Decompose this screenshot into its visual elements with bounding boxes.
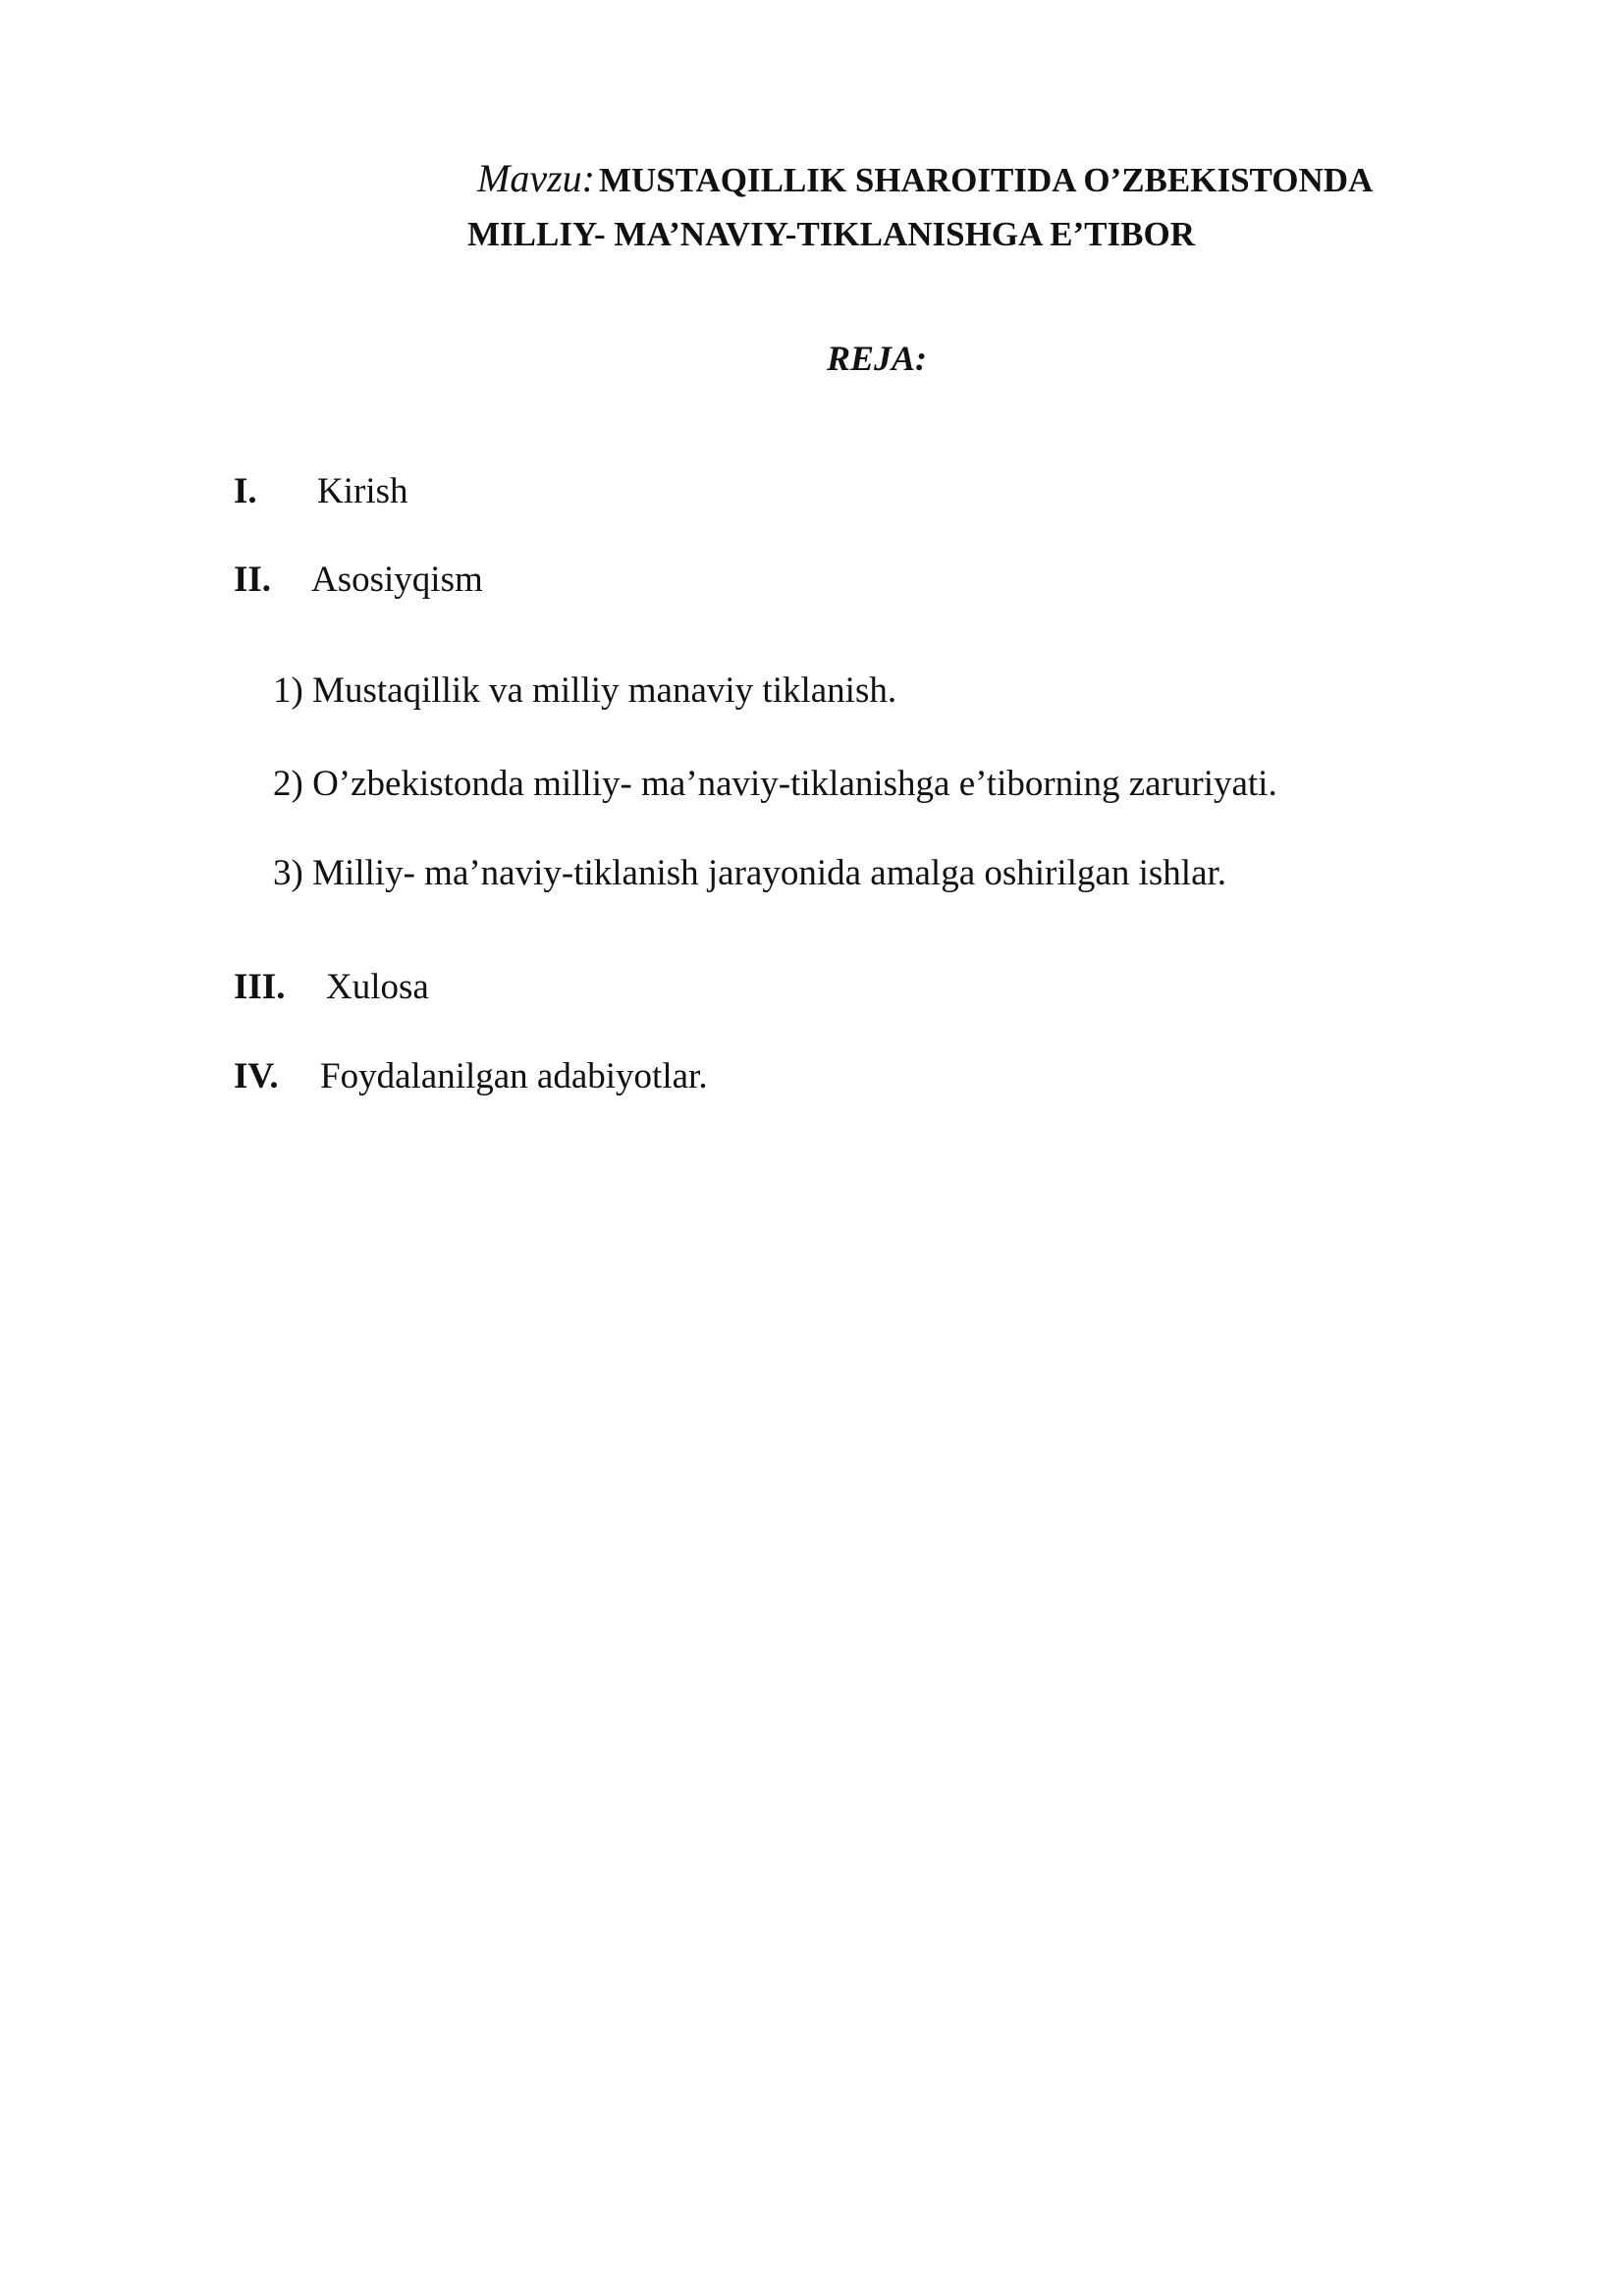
plan-subsection-1: 1) Mustaqillik va milliy manaviy tiklanish. [273,670,897,711]
plan-subsection-3: 3) Milliy- ma’naviy-tiklanish jarayonida amalga oshirilgan ishlar. [273,853,1227,893]
section-text: Foydalanilgan adabiyotlar. [320,1056,708,1096]
topic-title-line-1: MUSTAQILLIK SHAROITIDA O’ZBEKISTONDA [598,161,1374,199]
plan-heading: REJA: [826,339,928,378]
section-text: Kirish [317,471,408,511]
topic-line-1 [467,155,1547,211]
plan-subsection-2: 2) O’zbekistonda milliy- ma’naviy-tiklanishga e’tiborning zaruriyati. [273,764,1277,804]
section-numeral: III. [234,967,286,1007]
section-numeral: I. [234,471,257,511]
section-numeral: II. [234,560,272,600]
section-text: Asosiyqism [311,560,483,600]
topic-title-line-2: MILLIY- MA’NAVIY-TIKLANISHGA E’TIBOR [467,215,1195,253]
section-text: Xulosa [326,967,429,1007]
topic-label: Mavzu: [477,156,595,200]
topic-line-2 [467,211,1547,265]
topic-block [467,155,1547,265]
section-numeral: IV. [234,1056,279,1096]
